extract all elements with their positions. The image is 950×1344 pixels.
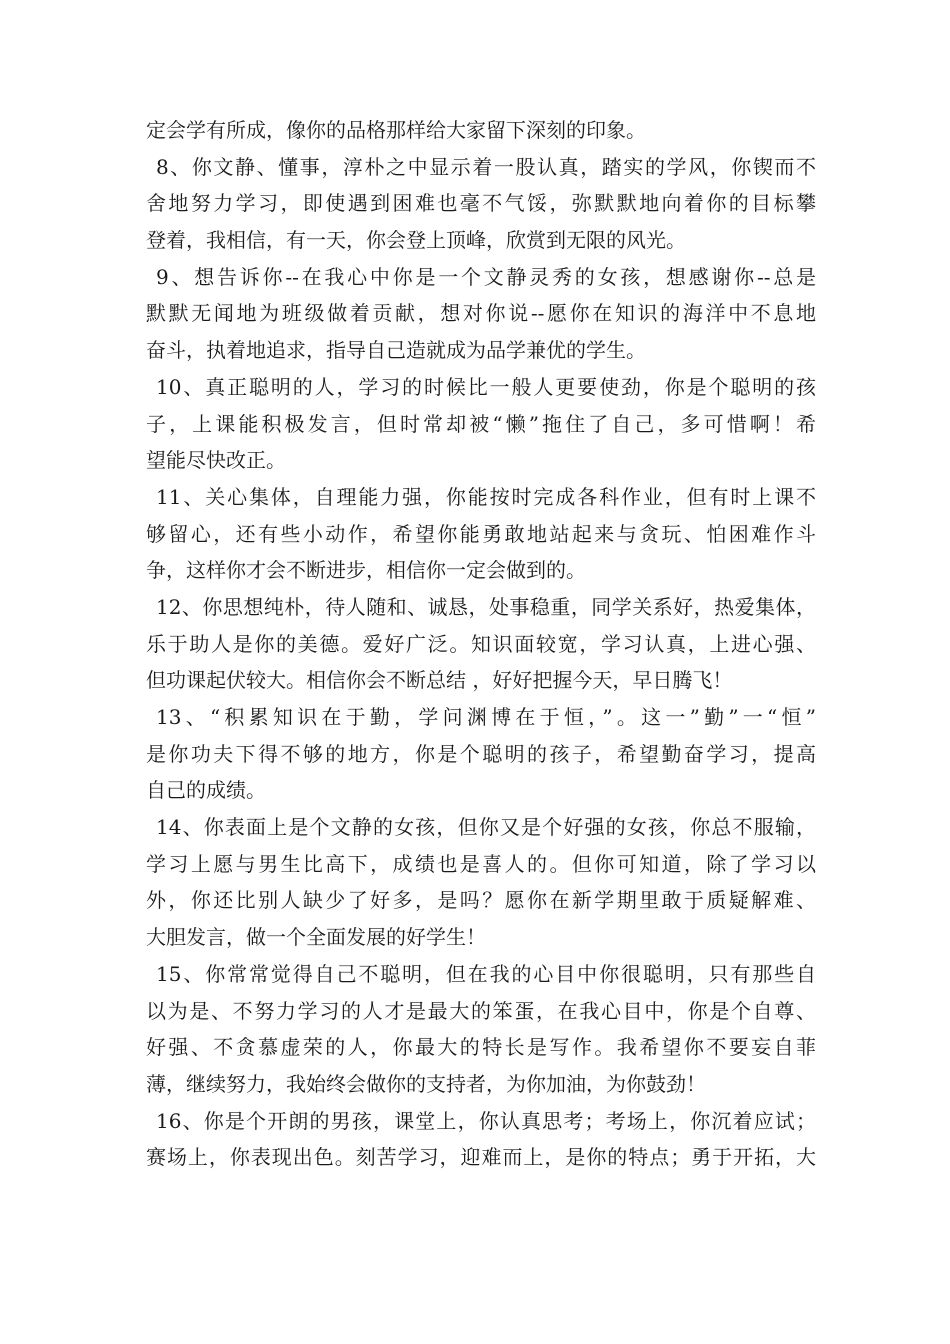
text-line: 14、你表面上是个文静的女孩，但你又是个好强的女孩，你总不服输， [156, 815, 816, 840]
text-line: 12、你思想纯朴，待人随和、诚恳，处事稳重，同学关系好，热爱集体， [156, 594, 816, 619]
text-line: 自己的成绩。 [146, 778, 266, 803]
text-line: 大胆发言，做一个全面发展的好学生！ [146, 925, 486, 950]
text-line: 登着，我相信，有一天，你会登上顶峰，欣赏到无限的风光。 [146, 228, 686, 253]
text-line: 奋斗，执着地追求，指导自己造就成为品学兼优的学生。 [146, 338, 646, 363]
text-line: 好强、不贪慕虚荣的人，你最大的特长是写作。我希望你不要妄自菲 [146, 1035, 816, 1060]
text-line: 是你功夫下得不够的地方，你是个聪明的孩子，希望勤奋学习，提高 [146, 741, 816, 766]
text-line: 10、真正聪明的人，学习的时候比一般人更要使劲，你是个聪明的孩 [156, 374, 816, 399]
text-line: 子，上课能积极发言，但时常却被“懒”拖住了自己，多可惜啊！希 [146, 411, 816, 436]
text-line: 15、你常常觉得自己不聪明，但在我的心目中你很聪明，只有那些自 [156, 961, 816, 986]
text-line: 定会学有所成，像你的品格那样给大家留下深刻的印象。 [146, 118, 646, 142]
text-line: 11、关心集体，自理能力强，你能按时完成各科作业，但有时上课不 [156, 484, 816, 509]
text-line: 13、“积累知识在于勤，学问渊博在于恒，”。这一”勤”一“恒” [156, 705, 816, 729]
text-line: 默默无闻地为班级做着贡献，想对你说--愿你在知识的海洋中不息地 [146, 301, 816, 326]
text-line: 薄，继续努力，我始终会做你的支持者，为你加油，为你鼓劲！ [146, 1071, 706, 1096]
text-line: 舍地努力学习，即使遇到困难也毫不气馁，弥默默地向着你的目标攀 [146, 191, 816, 216]
text-line: 8、你文静、懂事，淳朴之中显示着一股认真，踏实的学风，你锲而不 [156, 154, 816, 179]
text-line: 乐于助人是你的美德。爱好广泛。知识面较宽，学习认真，上进心强、 [146, 631, 816, 656]
text-line: 够留心，还有些小动作，希望你能勇敢地站起来与贪玩、怕困难作斗 [146, 521, 816, 546]
text-line: 以为是、不努力学习的人才是最大的笨蛋，在我心目中，你是个自尊、 [146, 998, 816, 1023]
text-line: 外，你还比别人缺少了好多，是吗？愿你在新学期里敢于质疑解难、 [146, 888, 816, 913]
text-line: 16、你是个开朗的男孩，课堂上，你认真思考；考场上，你沉着应试； [156, 1108, 816, 1133]
text-line: 9、想告诉你--在我心中你是一个文静灵秀的女孩，想感谢你--总是 [156, 264, 816, 289]
text-line: 望能尽快改正。 [146, 448, 286, 473]
text-line: 赛场上，你表现出色。刻苦学习，迎难而上，是你的特点；勇于开拓，大 [146, 1145, 816, 1170]
text-line: 学习上愿与男生比高下，成绩也是喜人的。但你可知道，除了学习以 [146, 851, 816, 876]
document-body [146, 112, 816, 1176]
text-line: 但功课起伏较大。相信你会不断总结 ，好好把握今天，早日腾飞！ [146, 668, 733, 693]
text-line: 争，这样你才会不断进步，相信你一定会做到的。 [146, 558, 586, 583]
